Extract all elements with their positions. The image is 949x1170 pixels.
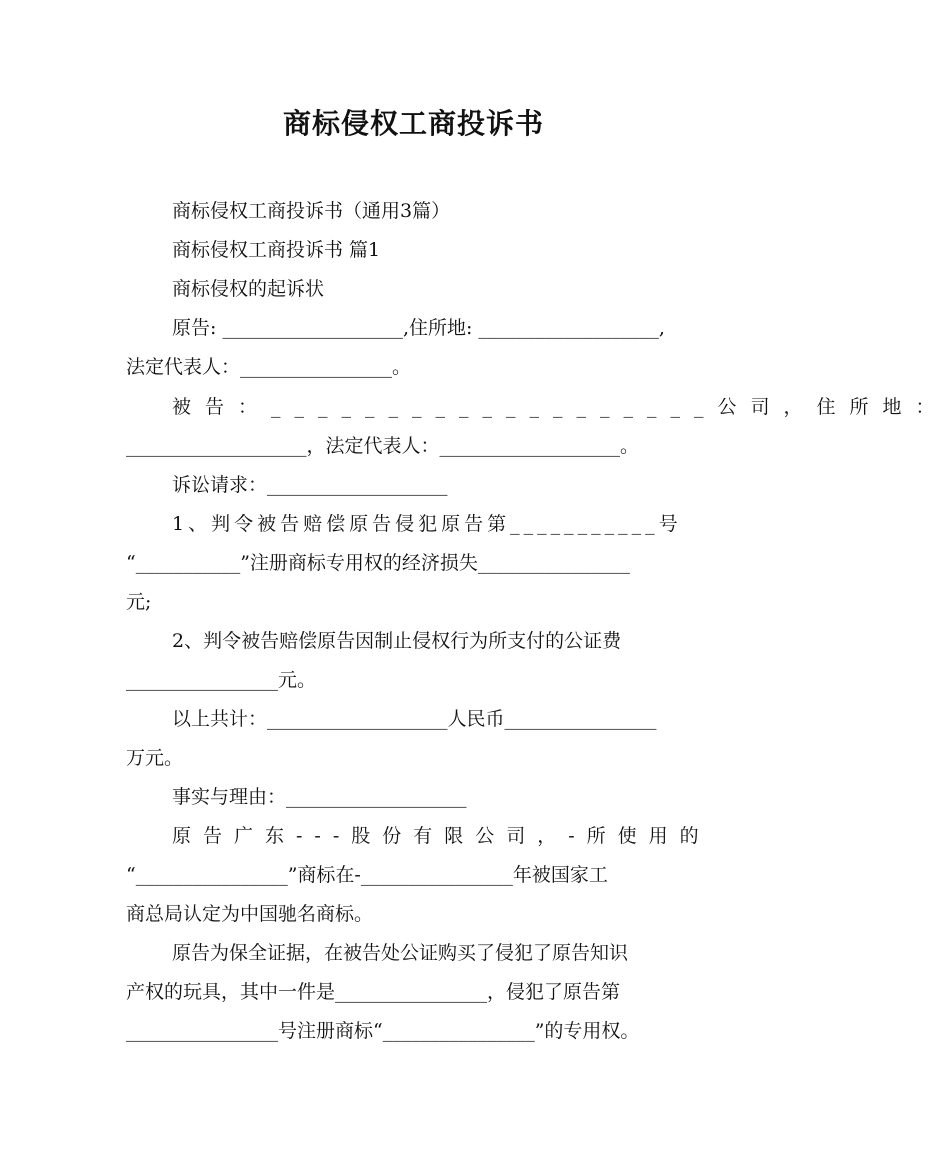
claim-2-line-b: ________________元。 <box>126 669 317 691</box>
defendant-line: 被告：___________________公司，住所地： <box>172 396 949 418</box>
total-line-b: 万元。 <box>126 747 184 769</box>
plaintiff-line: 原告: ___________________,住所地: ___________________, <box>172 317 665 339</box>
document-title: 商标侵权工商投诉书 <box>282 107 544 140</box>
claims-heading: 诉讼请求：___________________ <box>172 474 448 496</box>
defendant-representative-line: ___________________，法定代表人：___________________。 <box>126 435 640 457</box>
facts-line-b: “________________”商标在-________________年被国家工 <box>126 864 608 886</box>
facts-line-c: 商总局认定为中国驰名商标。 <box>126 903 374 925</box>
facts-heading: 事实与理由：___________________ <box>172 786 467 808</box>
plaintiff-representative-line: 法定代表人：________________。 <box>126 356 412 378</box>
subtitle-line: 商标侵权工商投诉书（通用3篇） <box>172 200 451 222</box>
facts-line-a: 原告广东---股份有限公司，-所使用的 <box>172 825 711 847</box>
section-heading: 商标侵权工商投诉书 篇1 <box>172 239 381 261</box>
evidence-line-a: 原告为保全证据，在被告处公证购买了侵犯了原告知识 <box>172 942 629 964</box>
complaint-heading: 商标侵权的起诉状 <box>172 278 325 300</box>
claim-1-line-c: 元; <box>126 591 152 613</box>
evidence-line-c: ________________号注册商标“________________”的专用权。 <box>126 1020 640 1042</box>
total-line-a: 以上共计：___________________人民币________________ <box>172 708 657 730</box>
evidence-line-b: 产权的玩具，其中一件是________________，侵犯了原告第 <box>126 981 621 1003</box>
claim-1-line-b: “___________”注册商标专用权的经济损失________________ <box>126 552 630 574</box>
claim-1-line-a: 1、判令被告赔偿原告侵犯原告第___________号 <box>172 513 682 535</box>
claim-2-line-a: 2、判令被告赔偿原告因制止侵权行为所支付的公证费 <box>172 630 622 652</box>
